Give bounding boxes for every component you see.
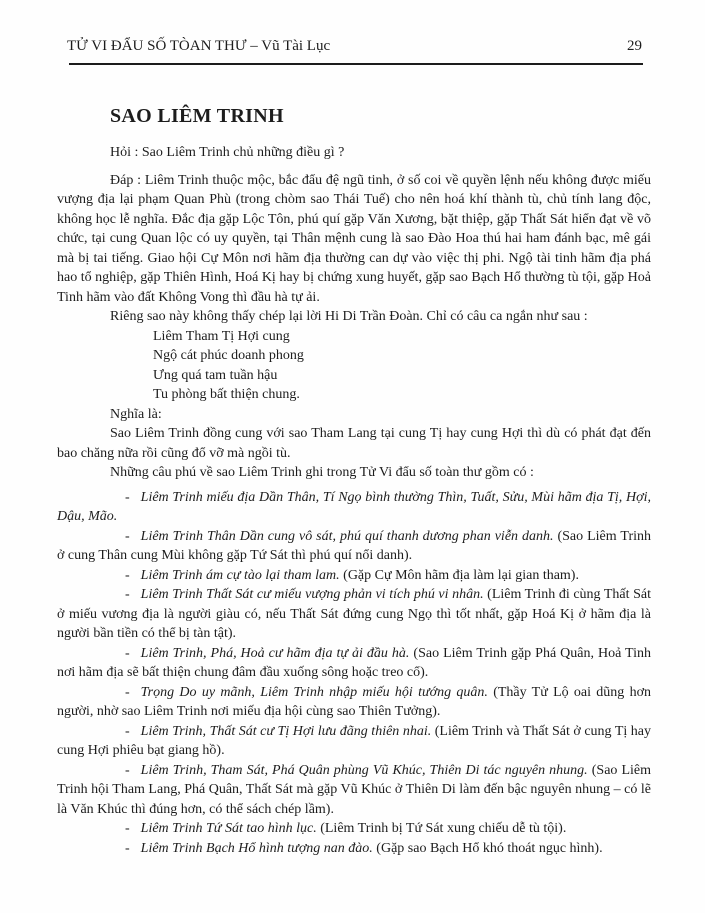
text-run: Đáp : Liêm Trinh thuộc mộc, bắc đẩu đệ ngũ tinh, ở số coi về quyền lệnh nếu không được miếu vượng địa lại phạm Quan Phù (trong chòm sao Thái Tuế) cho nên hoá khí thành tù, chủ tính lang độc, không học lễ nghĩa. Đắc địa gặp Lộc Tôn, phú quí gặp Văn Xương, bặt thiệp, gặp Thất Sát hiển đạt về võ chức, tại cung Quan lộc có uy quyền, tại Thân mệnh cung là sao Đào Hoa thú hai ham đánh bạc, mê gái mà bị tai tiếng. Giao hội Cự Môn nơi hãm địa thường can dự vào việc thị phi. Ngộ tài tinh hãm địa phá hao tổ nghiệp, gặp Thiên Hình, Hoá Kị hay bị chứng xung huyết, gặp sao Bạch Hổ thường tù tội, gặp Hoả Tinh hãm vào đất Không Vong thì đầu hà tự ải. <box>57 172 651 305</box>
text-run: Những câu phú về sao Liêm Trinh ghi trong Tử Vi đẩu số toàn thư gồm có : <box>110 465 534 480</box>
phu-item <box>57 839 651 859</box>
question-line <box>57 143 651 163</box>
text-run: Sao Liêm Trinh đồng cung với sao Tham Lang tại cung Tị hay cung Hợi thì dù có phát đạt đến bao chăng nữa rồi cũng đổ vỡ mà ngồi tù. <box>57 426 651 461</box>
content-blocks <box>57 143 651 858</box>
phu-quote: Liêm Trinh Thân Dần cung vô sát, phú quí thanh dương phan viễn danh. <box>140 528 554 544</box>
text-run: (Gặp Cự Môn hãm địa làm lại gian tham). <box>339 567 579 583</box>
song-intro-paragraph <box>57 307 651 327</box>
text-run: (Sao Liêm Trinh hội Tham Lang, Phá Quân, Thất Sát mà gặp Vũ Khúc ở Thiên Di làm đến bậc nguyên nhung – có lẽ là Văn Khúc thì đúng hơn, có thể sách chép lầm). <box>57 762 651 817</box>
bullet-dash: - <box>125 528 130 544</box>
phu-quote: Liêm Trinh ám cự tào lại tham lam. <box>140 567 340 583</box>
verse-line: Ngộ cát phúc doanh phong <box>153 348 304 363</box>
phu-item <box>57 819 651 839</box>
verse-line: Tu phòng bất thiện chung. <box>153 387 300 402</box>
phu-item <box>57 527 651 566</box>
phu-item <box>57 644 651 683</box>
section-title: SAO LIÊM TRINH <box>110 105 284 127</box>
text-run: (Gặp sao Bạch Hổ khó thoát ngục hình). <box>372 840 603 856</box>
page-header <box>0 0 705 55</box>
phu-item <box>57 585 651 644</box>
text-run: Hỏi : Sao Liêm Trinh chủ những điều gì ? <box>110 145 345 160</box>
phu-quote: Liêm Trinh, Thất Sát cư Tị Hợi lưu đãng thiên nhai. <box>140 723 432 739</box>
phu-quote: Liêm Trinh Bạch Hổ hình tượng nan đào. <box>140 840 373 856</box>
verse-line: Liêm Tham Tị Hợi cung <box>153 328 290 344</box>
text-run: (Thầy Tử Lộ oai dũng hơn người, nhờ sao Liêm Trinh nơi miếu địa hội cùng sao Thiên Tưởng). <box>57 684 652 719</box>
text-run: (Liêm Trinh bị Tứ Sát xung chiếu dễ tù tội). <box>316 821 567 836</box>
text-run: (Sao Liêm Trinh ở cung Thân cung Mùi không gặp Tứ Sát thì phú quí nổi danh). <box>57 528 651 563</box>
phu-quote: Liêm Trinh Thất Sát cư miếu vượng phản vi tích phú vi nhân. <box>140 587 484 602</box>
bullet-dash: - <box>125 567 130 583</box>
text-run: (Liêm Trinh và Thất Sát ở cung Tị hay cung Hợi phiêu bạt giang hồ). <box>57 723 652 758</box>
phu-quote: Liêm Trinh, Phá, Hoả cư hãm địa tự ải đầu hà. <box>140 645 410 661</box>
running-title: TỬ VI ĐẨU SỐ TÒAN THƯ – Vũ Tài Lục <box>67 38 331 54</box>
phu-item <box>57 488 651 527</box>
header-rule <box>69 63 643 65</box>
text-run: Riêng sao này không thấy chép lại lời Hi Di Trần Đoàn. Chỉ có câu ca ngắn như sau : <box>110 309 588 324</box>
phu-list-intro <box>57 463 651 483</box>
phu-item <box>57 722 651 761</box>
verse-line: Ưng quá tam tuần hậu <box>153 367 278 383</box>
bullet-dash: - <box>125 762 130 778</box>
bullet-dash: - <box>125 587 130 602</box>
page-number: 29 <box>627 38 642 54</box>
phu-item <box>57 683 651 722</box>
bullet-dash: - <box>125 840 130 856</box>
phu-quote: Liêm Trinh miếu địa Dần Thân, Tí Ngọ bình thường Thìn, Tuất, Sửu, Mùi hãm địa Tị, Hợi, Dậu, Mão. <box>57 489 651 524</box>
meaning-paragraph <box>57 424 651 463</box>
text-run: (Liêm Trinh đi cùng Thất Sát ở miếu vương địa là người giàu có, nếu Thất Sát đứng cung Ngọ thì tốt nhất, gặp Hoá Kị ở hãm địa là người bần tiền có thể bị tàn tật). <box>57 587 651 641</box>
meaning-label <box>57 405 651 425</box>
bullet-dash: - <box>125 684 130 700</box>
phu-quote: Liêm Trinh Tứ Sát tao hình lục. <box>140 821 317 836</box>
short-song <box>57 327 651 405</box>
phu-quote: Trọng Do uy mãnh, Liêm Trinh nhập miếu hội tướng quân. <box>140 684 488 700</box>
page-body <box>0 105 705 858</box>
text-run: Nghĩa là: <box>110 406 162 422</box>
bullet-dash: - <box>125 489 130 505</box>
bullet-dash: - <box>125 723 130 739</box>
phu-item <box>57 566 651 586</box>
answer-paragraph <box>57 171 651 308</box>
bullet-dash: - <box>125 645 130 661</box>
phu-item <box>57 761 651 820</box>
bullet-dash: - <box>125 821 130 836</box>
text-run: (Sao Liêm Trinh gặp Phá Quân, Hoả Tinh nơi hãm địa sẽ bất thiện chung đâm đầu xuống sông hoặc treo cổ). <box>57 645 652 680</box>
phu-quote: Liêm Trinh, Tham Sát, Phá Quân phùng Vũ Khúc, Thiên Di tác nguyên nhung. <box>140 762 588 778</box>
